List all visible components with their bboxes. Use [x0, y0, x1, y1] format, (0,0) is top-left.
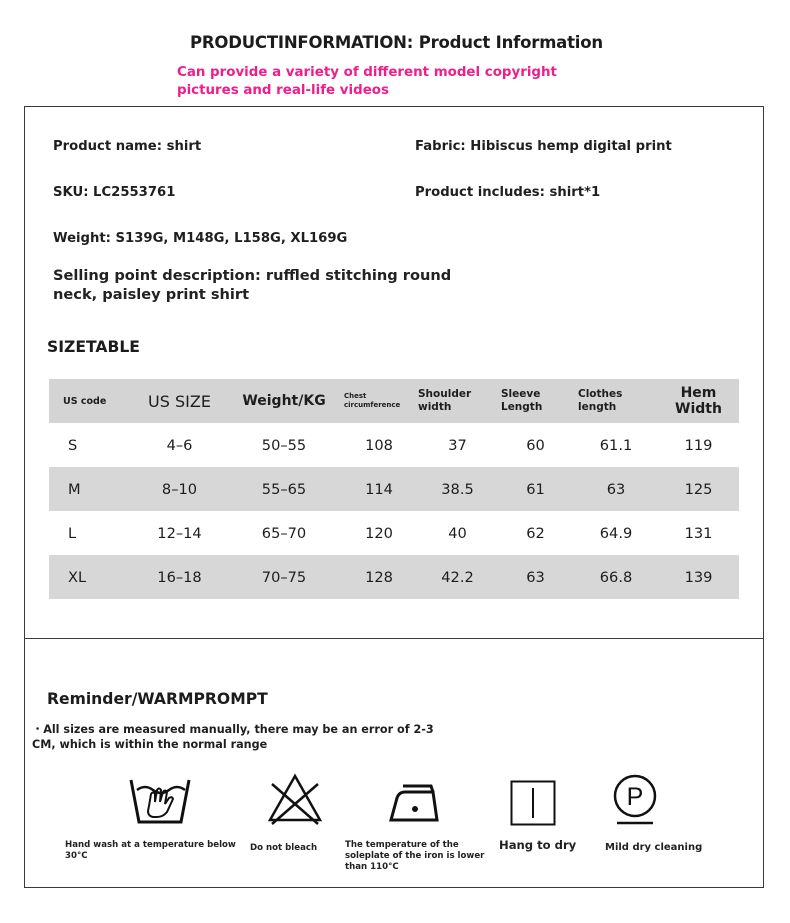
header-clothes-length — [574, 379, 658, 423]
do-not-bleach-icon — [266, 772, 324, 826]
care-label-do-not-bleach: Do not bleach — [250, 843, 318, 853]
cell-chest: 114 — [365, 480, 393, 498]
size-table — [49, 379, 739, 599]
cell-clothes-length: 63 — [606, 480, 626, 498]
cell-chest: 120 — [365, 524, 393, 542]
care-label-hand-wash: Hand wash at a temperature below 30°C — [65, 840, 236, 861]
iron-low-temperature-icon — [389, 782, 441, 824]
product-name: Product name: shirt — [53, 139, 202, 154]
table-row — [49, 511, 739, 555]
header-us-code: US code — [63, 395, 107, 407]
section-divider — [24, 638, 764, 639]
cell-us-size: 4–6 — [166, 436, 193, 454]
header-sleeve — [497, 379, 574, 423]
cell-clothes-length: 66.8 — [599, 568, 633, 586]
header-shoulder-label: Shoulder width — [418, 388, 472, 413]
cell-hem-width: 119 — [684, 436, 713, 454]
mild-dry-cleaning-icon — [612, 774, 658, 826]
cell-shoulder: 40 — [448, 524, 467, 542]
care-label-hang-to-dry: Hang to dry — [499, 838, 577, 852]
sku: SKU: LC2553761 — [53, 185, 176, 200]
care-label-iron: The temperature of the soleplate of the iron is lower than 110°C — [345, 840, 485, 872]
cell-chest: 128 — [365, 568, 393, 586]
cell-clothes-length: 64.9 — [599, 524, 633, 542]
hang-to-dry-icon — [510, 780, 556, 826]
table-row — [49, 555, 739, 599]
cell-us-code: S — [68, 436, 78, 454]
header-us-size: US SIZE — [148, 391, 211, 411]
measurement-note: ・All sizes are measured manually, there may be an error of 2-3 CM, which is within the normal range — [32, 723, 434, 751]
product-includes: Product includes: shirt*1 — [415, 185, 601, 200]
cell-hem-width: 139 — [684, 568, 713, 586]
cell-sleeve: 63 — [526, 568, 545, 586]
header-chest — [340, 379, 418, 423]
header-clothes-length-label: Clothes length — [578, 388, 623, 413]
table-row — [49, 467, 739, 511]
cell-us-size: 12–14 — [157, 524, 202, 542]
size-table-header-row — [49, 379, 739, 423]
cell-shoulder: 37 — [448, 436, 467, 454]
cell-us-size: 8–10 — [161, 480, 198, 498]
reminder-title: Reminder/WARMPROMPT — [47, 690, 268, 708]
cell-hem-width: 131 — [684, 524, 713, 542]
cell-us-code: M — [68, 480, 81, 498]
header-weight: Weight/KG — [242, 393, 326, 409]
header-sleeve-label: Sleeve Length — [501, 388, 543, 413]
cell-us-code: L — [68, 524, 77, 542]
cell-weight: 55–65 — [261, 480, 307, 498]
care-label-dry-cleaning: Mild dry cleaning — [605, 842, 703, 853]
cell-shoulder: 42.2 — [441, 568, 474, 586]
cell-weight: 70–75 — [261, 568, 307, 586]
hand-wash-icon — [129, 776, 191, 828]
cell-sleeve: 60 — [526, 436, 545, 454]
promo-text: Can provide a variety of different model copyright pictures and real-life videos — [177, 65, 557, 98]
table-row — [49, 423, 739, 467]
cell-sleeve: 61 — [526, 480, 545, 498]
header-chest-label: Chest circumference — [344, 392, 401, 409]
size-table-title: SIZETABLE — [47, 338, 140, 356]
cell-hem-width: 125 — [684, 480, 713, 498]
cell-clothes-length: 61.1 — [599, 436, 633, 454]
svg-text:P: P — [626, 783, 644, 811]
weight: Weight: S139G, M148G, L158G, XL169G — [53, 231, 348, 246]
header-shoulder — [418, 379, 497, 423]
cell-chest: 108 — [365, 436, 393, 454]
cell-sleeve: 62 — [526, 524, 545, 542]
fabric: Fabric: Hibiscus hemp digital print — [415, 139, 672, 154]
cell-weight: 65–70 — [261, 524, 307, 542]
page-title: PRODUCTINFORMATION: Product Information — [190, 33, 603, 52]
cell-us-size: 16–18 — [157, 568, 202, 586]
cell-shoulder: 38.5 — [441, 480, 474, 498]
cell-weight: 50–55 — [261, 436, 307, 454]
header-hem-width: Hem Width — [675, 385, 722, 417]
cell-us-code: XL — [68, 568, 87, 586]
selling-point: Selling point description: ruffled stitching round neck, paisley print shirt — [53, 267, 452, 303]
